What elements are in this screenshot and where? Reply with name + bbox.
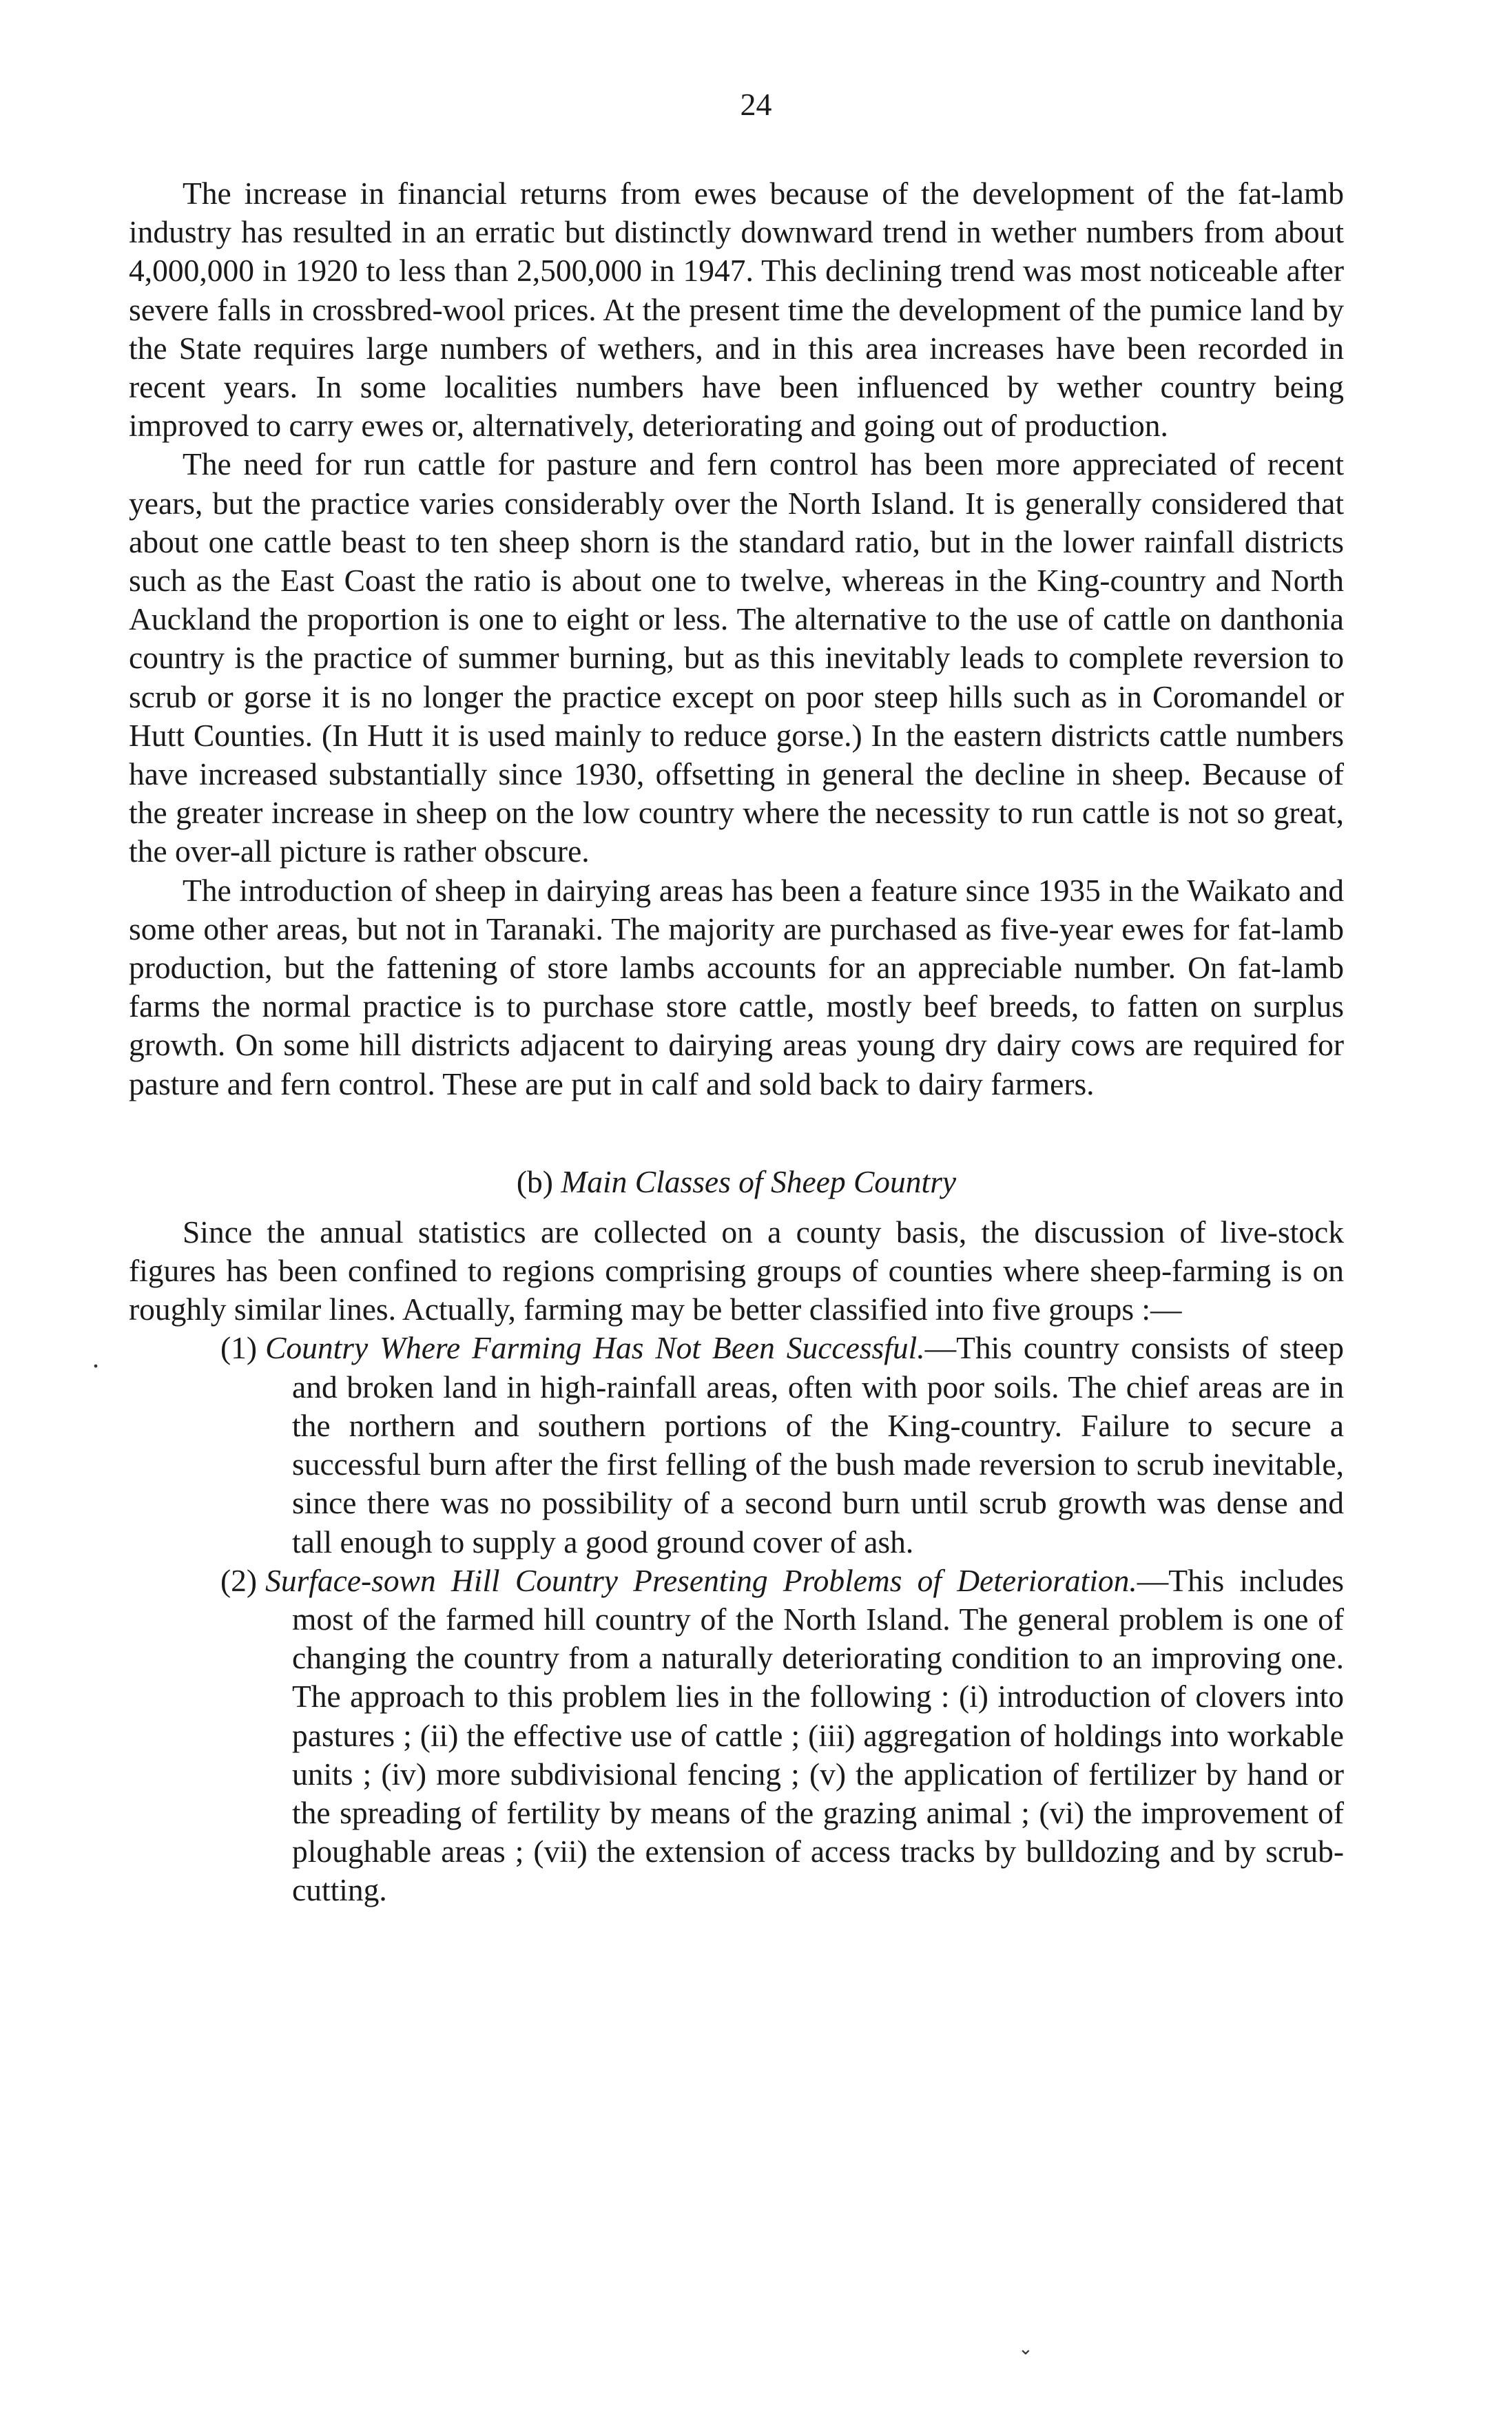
margin-dot-mark: .: [92, 1343, 99, 1374]
list-item-2: [129, 1562, 1344, 1910]
paragraph-wether-trend: The increase in financial returns from ewes because of the development of the fat-lamb industry has resulted in an erratic but distinctly downward trend in wether numbers from about 4,000,000 in 1920 to less than 2,500,000 in 1947. This declining trend was most noticeable after severe falls in crossbred-wool prices. At the present time the development of the pumice land by the State requires large numbers of wethers, and in this area increases have been recorded in recent years. In some localities numbers have been influenced by wether country being improved to carry ewes or, alternatively, deteriorating and going out of production.: [129, 176, 1344, 444]
list-item-1: [129, 1329, 1344, 1561]
list-item-lead: Country Where Farming Has Not Been Successful.: [265, 1330, 925, 1366]
paragraph-run-cattle: The need for run cattle for pasture and fern control has been more appreciated of recent years, but the practice varies considerably over the North Island. It is generally considered that about one cattle beast to ten sheep shorn is the standard ratio, but in the lower rainfall districts such as the East Coast the ratio is about one to twelve, whereas in the King-country and North Auckland the proportion is one to eight or less. The alternative to the use of cattle on danthonia country is the practice of summer burning, but as this inevitably leads to complete reversion to scrub or gorse it is no longer the practice except on poor steep hills such as in Coromandel or Hutt Counties. (In Hutt it is used mainly to reduce gorse.) In the eastern districts cattle numbers have increased substantially since 1930, offsetting in general the decline in sheep. Because of the greater increase in sheep on the low country where the necessity to run cattle is not so great, the over-all picture is rather obscure.: [129, 446, 1344, 869]
body-text: [129, 174, 1344, 1910]
paragraph-classification-intro: Since the annual statistics are collected on a county basis, the discussion of live-stock figures has been confined to regions comprising groups of counties where sheep-farming is on roughly similar lines. Actually, farming may be better classified into five groups :—: [129, 1214, 1344, 1327]
list-item-text: —This country consists of steep and broken land in high-rainfall areas, often with poor soils. The chief areas are in the northern and southern portions of the King-country. Failure to secure a successful burn after the first felling of the bush made reversion to scrub inevitable, since there was no possibility of a second burn until scrub growth was dense and tall enough to supply a good ground cover of ash.: [292, 1330, 1344, 1560]
list-number: (2): [220, 1562, 258, 1598]
list-number: (1): [220, 1330, 258, 1366]
list-item-text: —This includes most of the farmed hill country of the North Island. The general problem is one of changing the country from a naturally deteriorating condition to an improving one. The approach to this problem lies in the following : (i) introduction of clovers into pastures ; (ii) the effective use of cattle ; (iii) aggregation of holdings into workable units ; (iv) more subdivisional fencing ; (v) the application of fertilizer by hand or the spreading of fertility by means of the grazing animal ; (vi) the improvement of ploughable areas ; (vii) the extension of access tracks by bulldozing and by scrub-cutting.: [292, 1562, 1344, 1908]
section-heading: [129, 1163, 1344, 1201]
list-item-lead: Surface-sown Hill Country Presenting Problems of Deterioration.: [265, 1562, 1137, 1598]
paragraph-dairying-sheep: The introduction of sheep in dairying areas has been a feature since 1935 in the Waikato and some other areas, but not in Taranaki. The majority are purchased as five-year ewes for fat-lamb production, but the fattening of store lambs accounts for an appreciable number. On fat-lamb farms the normal practice is to purchase store cattle, mostly beef breeds, to fatten on surplus growth. On some hill districts adjacent to dairying areas young dry dairy cows are required for pasture and fern control. These are put in calf and sold back to dairy farmers.: [129, 872, 1344, 1101]
section-letter: (b): [516, 1163, 553, 1199]
stray-scan-mark: ⌄: [1018, 2339, 1033, 2359]
section-title: Main Classes of Sheep Country: [561, 1163, 957, 1199]
page-number: 24: [740, 87, 772, 122]
